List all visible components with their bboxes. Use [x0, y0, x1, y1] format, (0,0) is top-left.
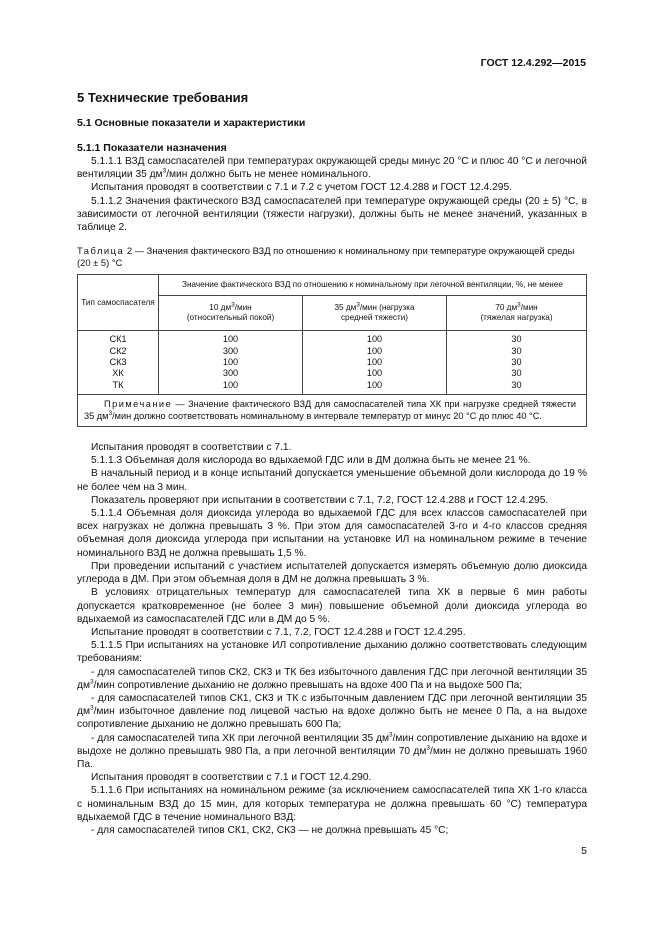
- paragraph-check-1: Показатель проверяют при испытании в соответствии с 7.1, 7.2, ГОСТ 12.4.288 и ГОСТ 12.4.295.: [91, 494, 549, 506]
- subsubsection-title: 5.1.1 Показатели назначения: [77, 142, 227, 154]
- table-cell: 100: [366, 379, 383, 390]
- table-cell: 30: [511, 334, 522, 345]
- table-col-35: [303, 331, 447, 395]
- paragraph-5-1-1-1: 5.1.1.1 ВЗД самоспасателей при температурах окружающей среды минус 20 °С и плюс 40 °С и легочной вентиляции 35 $дм^3$/мин должно быть не менее номинального.: [77, 156, 587, 181]
- table-col-type: [78, 331, 159, 395]
- paragraph-5-1-1-2: 5.1.1.2 Значения фактического ВЗД самоспасателей при температуре окружающей среды (20 ± 5) °С, в зависимости от легочной вентиляции (тяжести нагрузки), должны быть не менее значений, указанных в таблице 2.: [77, 195, 587, 234]
- paragraph-5-1-1-6: 5.1.1.6 При испытаниях на номинальном режиме (за исключением самоспасателей типа ХК 1-го класса с номинальным ВЗД до 15 мин, для которых температура не должна превышать 60 °С) температура вдыхаемой ГДС в течение номинального ВЗД:: [77, 785, 587, 823]
- paragraph-5-1-1-4: 5.1.1.4 Объемная доля диоксида углерода во вдыхаемой ГДС для всех классов самоспасателей при всех нагрузках не должна превышать 3 %. При этом для самоспасателей 3-го и 4-го классов средняя объемная доля диоксида углерода при испытании на установке ИЛ на номинальном режиме в течение номинального ВЗД не должна превышать 1,5 %.: [77, 508, 587, 559]
- page-number: 5: [581, 845, 587, 857]
- table-cell: 30: [511, 357, 522, 368]
- table-cell: 100: [222, 379, 239, 390]
- table-2: [77, 274, 587, 427]
- table-cell: ТК: [112, 379, 124, 390]
- paragraph-tests-3: Испытание проводят в соответствии с 7.1, 7.2, ГОСТ 12.4.288 и ГОСТ 12.4.295.: [91, 626, 466, 638]
- paragraph-resistance-1: - для самоспасателей типов СК2, СК3 и ТК без избыточного давления ГДС при легочной вентиляции 35 $дм^3$/мин сопротивление дыханию не должно превышать на вдохе 400 Па и на выдохе 500 Па;: [77, 666, 587, 691]
- table-note: Примечание — Значение фактического ВЗД для самоспасателей типа ХК при нагрузке средней тяжести 35 $дм^3$/мин должно соответствовать номинальному в интервале температур от минус 20 °С до плюс 40 °С.: [78, 395, 587, 427]
- col-header-10: 10 $дм^3$/мин (относительный покой): [159, 296, 303, 331]
- table-cell: 100: [366, 368, 383, 379]
- table-col-70: [447, 331, 587, 395]
- col-group-header: Значение фактического ВЗД по отношению к номинальному при легочной вентиляции, %, не менее: [159, 275, 587, 296]
- table-cell: 100: [222, 357, 239, 368]
- paragraph-resistance-2: - для самоспасателей типов СК1, СК3 и ТК с избыточным давлением ГДС при легочной вентиляции 35 $дм^3$/мин избыточное давление под лицевой частью на вдохе должно быть не менее 0 Па, а на выдохе сопротивление дыханию не должно превышать 600 Па;: [77, 692, 587, 731]
- table-cell: 100: [366, 357, 383, 368]
- paragraph-5-1-1-3: 5.1.1.3 Объемная доля кислорода во вдыхаемой ГДС или в ДМ должна быть не менее 21 %.: [91, 455, 531, 467]
- paragraph-5-1-1-5: 5.1.1.5 При испытаниях на установке ИЛ сопротивление дыханию должно соответствовать следующим требованиям:: [77, 640, 587, 665]
- table-cell: 30: [511, 345, 522, 356]
- page-content: [77, 90, 587, 837]
- table-col-10: [159, 331, 303, 395]
- paragraph-negative-temp: В условиях отрицательных температур для самоспасателей типа ХК в первые 6 мин работы допускается кратковременное (не более 3 мин) повышение объемной доли диоксида углерода во вдыхаемой из самоспасателей ГДС или в ДМ до 5 %.: [77, 587, 587, 625]
- table-cell: ХК: [112, 368, 124, 379]
- table-cell: СК1: [109, 334, 127, 345]
- table-cell: 300: [222, 345, 239, 356]
- table-cell: СК2: [109, 345, 127, 356]
- table-cell: 300: [222, 368, 239, 379]
- standard-header: ГОСТ 12.4.292—2015: [480, 57, 586, 69]
- col-header-35: 35 $дм^3$/мин (нагрузка средней тяжести): [303, 296, 447, 331]
- paragraph-tests-2: Испытания проводят в соответствии с 7.1.: [91, 442, 292, 454]
- paragraph-resistance-3: - для самоспасателей типа ХК при легочной вентиляции 35 $дм^3$/мин сопротивление дыханию на вдохе и выдохе не должно превышать 980 Па, а при легочной вентиляции 70 $дм^3$/мин не должно превышать 1960 Па.: [77, 731, 588, 770]
- paragraph-tests-1: Испытания проводят в соответствии с 7.1 и 7.2 с учетом ГОСТ 12.4.288 и ГОСТ 12.4.295.: [91, 182, 512, 194]
- section-title: 5 Технические требования: [77, 90, 249, 105]
- col-header-70: 70 $дм^3$/мин (тяжелая нагрузка): [447, 296, 587, 331]
- table-caption: Таблица 2 — Значения фактического ВЗД по отношению к номинальному при температуре окружающей среды (20 ± 5) °С: [77, 245, 575, 269]
- paragraph-co2-dm: При проведении испытаний с участием испытателей допускается измерять объемную долю диоксида углерода в ДМ. При этом объемная доля в ДМ не должна превышать 3 %.: [77, 560, 587, 586]
- table-cell: 30: [511, 368, 522, 379]
- table-cell: 100: [366, 345, 383, 356]
- table-cell: 100: [366, 334, 383, 345]
- table-cell: СК3: [109, 357, 127, 368]
- table-cell: 30: [511, 379, 522, 390]
- paragraph-tests-4: Испытания проводят в соответствии с 7.1 и ГОСТ 12.4.290.: [91, 772, 372, 784]
- subsection-title: 5.1 Основные показатели и характеристики: [77, 117, 306, 129]
- table-cell: 100: [222, 334, 239, 345]
- paragraph-oxygen-drop: В начальный период и в конце испытаний допускается уменьшение объемной доли кислорода до 19 % не более чем на 3 мин.: [77, 468, 587, 493]
- col-header-type: Тип самоспасателя: [78, 275, 159, 331]
- paragraph-temperature-ck: - для самоспасателей типов СК1, СК2, СК3 — не должна превышать 45 °С;: [91, 824, 449, 836]
